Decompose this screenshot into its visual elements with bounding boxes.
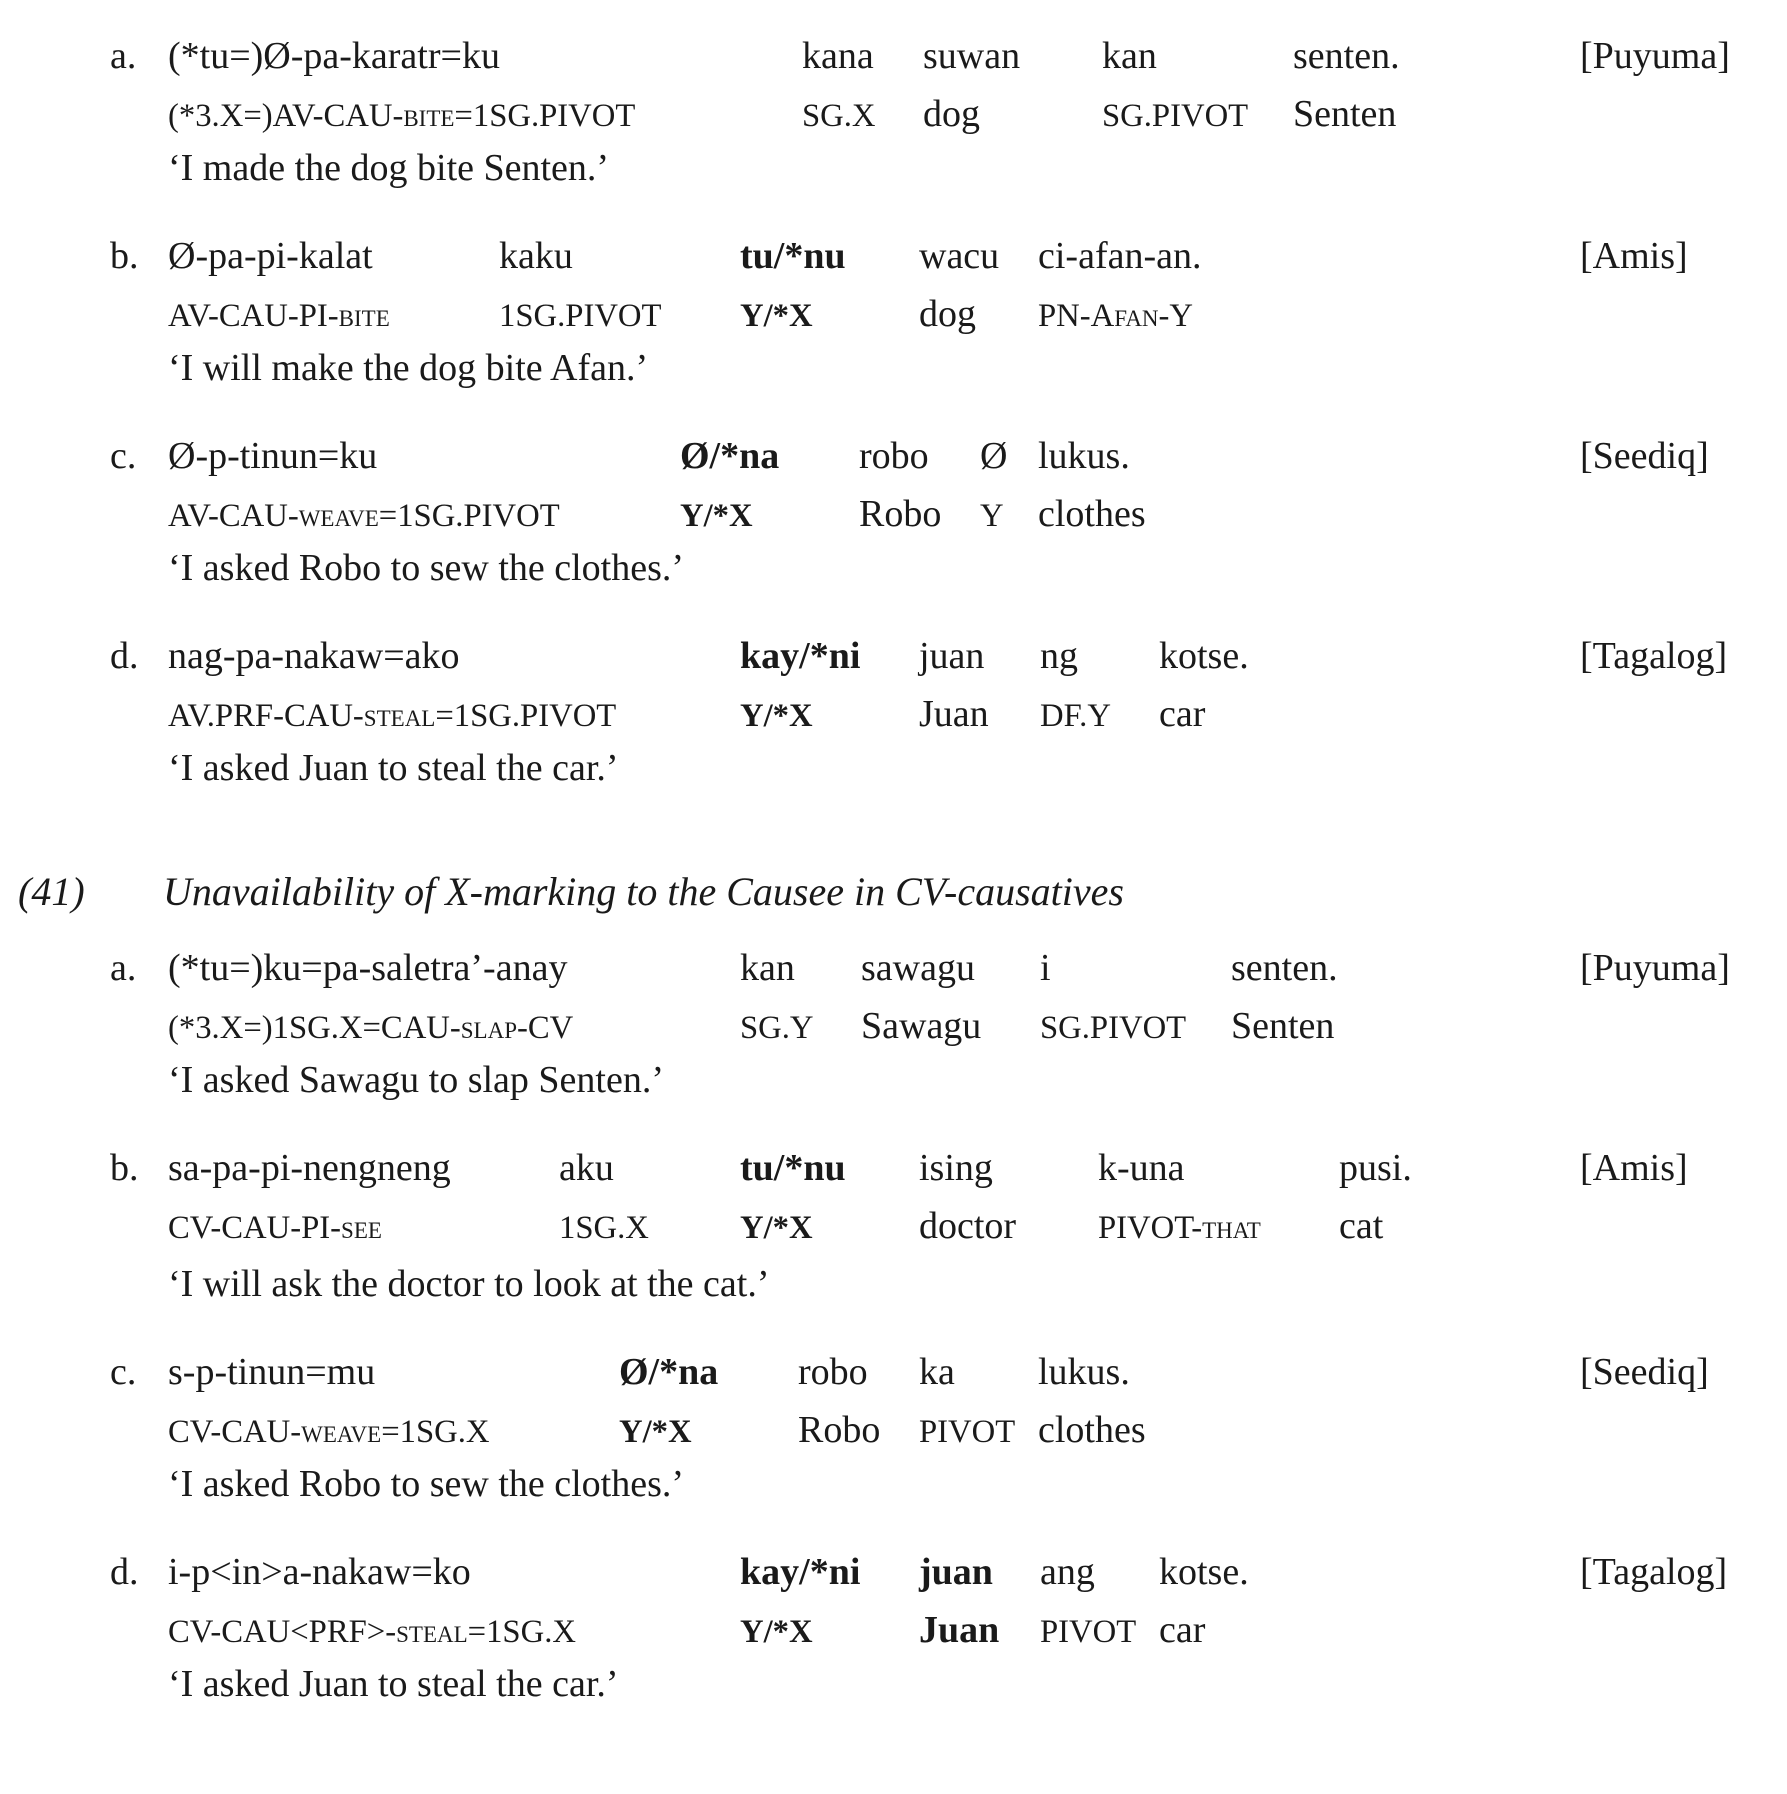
gloss: 1SG.X [559, 1210, 649, 1246]
word: juan [919, 1551, 993, 1593]
gloss: Y [980, 498, 1004, 534]
translation: ‘I asked Juan to steal the car.’ [168, 1663, 619, 1705]
gloss: AV-CAU-weave=1SG.PIVOT [168, 498, 560, 534]
morpheme-line [168, 234, 1202, 292]
word: Ø/*na [619, 1351, 719, 1393]
gloss: car [1159, 693, 1206, 735]
word: k-una [1098, 1147, 1185, 1189]
gloss: Sawagu [861, 1005, 982, 1047]
example-label: a. [110, 35, 137, 77]
gloss: Juan [919, 693, 989, 735]
language-label: [Amis] [1580, 1147, 1688, 1189]
example-label: a. [110, 947, 137, 989]
gloss: dog [923, 93, 980, 135]
gloss: car [1159, 1609, 1206, 1651]
gloss: Robo [798, 1409, 881, 1451]
gloss: AV-CAU-PI-bite [168, 298, 390, 334]
gloss: clothes [1038, 1409, 1146, 1451]
gloss: PN-Afan-Y [1038, 298, 1194, 334]
morpheme-line [168, 1146, 1412, 1204]
gloss: PIVOT-that [1098, 1210, 1261, 1246]
language-label: [Tagalog] [1580, 1551, 1728, 1593]
gloss: Y/*X [680, 498, 753, 534]
morpheme-line [168, 34, 1400, 92]
word: senten. [1231, 947, 1338, 989]
translation: ‘I will ask the doctor to look at the cat.’ [168, 1263, 770, 1305]
gloss: Y/*X [740, 1614, 813, 1650]
word: Ø/*na [680, 435, 780, 477]
language-label: [Amis] [1580, 235, 1688, 277]
word: ci-afan-an. [1038, 235, 1202, 277]
gloss: SG.PIVOT [1102, 98, 1249, 134]
gloss: Y/*X [740, 698, 813, 734]
word: wacu [919, 235, 1000, 277]
word: i [1040, 947, 1051, 989]
gloss-line [168, 92, 1400, 146]
word: tu/*nu [740, 1147, 846, 1189]
word: lukus. [1038, 1351, 1130, 1393]
translation: ‘I asked Sawagu to slap Senten.’ [168, 1059, 664, 1101]
gloss: Y/*X [740, 1210, 813, 1246]
morpheme-line [168, 434, 1146, 492]
word: Ø-pa-pi-kalat [168, 235, 373, 277]
word: kay/*ni [740, 1551, 861, 1593]
word: suwan [923, 35, 1021, 77]
example-label: c. [110, 1351, 137, 1393]
word: kaku [499, 235, 573, 277]
morpheme-line [168, 1350, 1146, 1408]
example-label: d. [110, 1551, 139, 1593]
gloss: AV.PRF-CAU-steal=1SG.PIVOT [168, 698, 617, 734]
word: ng [1040, 635, 1078, 677]
gloss-line [168, 692, 1249, 746]
morpheme-line [168, 1550, 1249, 1608]
gloss-line [168, 1204, 1412, 1258]
word: nag-pa-nakaw=ako [168, 635, 460, 677]
gloss: (*3.X=)1SG.X=CAU-slap-CV [168, 1010, 574, 1046]
gloss: DF.Y [1040, 698, 1111, 734]
word: kotse. [1159, 635, 1249, 677]
word: sawagu [861, 947, 975, 989]
word: sa-pa-pi-nengneng [168, 1147, 451, 1189]
gloss-line [168, 1004, 1338, 1058]
example-label: b. [110, 1147, 139, 1189]
word: ka [919, 1351, 955, 1393]
gloss: PIVOT [919, 1414, 1016, 1450]
gloss: CV-CAU<PRF>-steal=1SG.X [168, 1614, 576, 1650]
example-number: (41) [18, 869, 85, 914]
word: Ø-p-tinun=ku [168, 435, 378, 477]
gloss: CV-CAU-PI-see [168, 1210, 382, 1246]
example-label: c. [110, 435, 137, 477]
gloss: cat [1339, 1205, 1384, 1247]
gloss-line [168, 292, 1202, 346]
word: kan [740, 947, 795, 989]
gloss: doctor [919, 1205, 1017, 1247]
example-label: b. [110, 235, 139, 277]
gloss: Senten [1293, 93, 1397, 135]
word: (*tu=)Ø-pa-karatr=ku [168, 35, 500, 77]
morpheme-line [168, 634, 1249, 692]
word: robo [859, 435, 929, 477]
word: kan [1102, 35, 1157, 77]
gloss-line [168, 1408, 1146, 1462]
gloss: Y/*X [740, 298, 813, 334]
gloss: clothes [1038, 493, 1146, 535]
language-label: [Puyuma] [1580, 947, 1730, 989]
gloss: Robo [859, 493, 942, 535]
word: Ø [980, 435, 1008, 477]
language-label: [Tagalog] [1580, 635, 1728, 677]
gloss: SG.X [802, 98, 876, 134]
word: robo [798, 1351, 868, 1393]
translation: ‘I will make the dog bite Afan.’ [168, 347, 649, 389]
word: pusi. [1339, 1147, 1412, 1189]
gloss-line [168, 492, 1146, 546]
word: kotse. [1159, 1551, 1249, 1593]
word: s-p-tinun=mu [168, 1351, 376, 1393]
morpheme-line [168, 946, 1338, 1004]
word: ang [1040, 1551, 1095, 1593]
word: aku [559, 1147, 614, 1189]
word: senten. [1293, 35, 1400, 77]
example-label: d. [110, 635, 139, 677]
word: ising [919, 1147, 993, 1189]
gloss: (*3.X=)AV-CAU-bite=1SG.PIVOT [168, 98, 636, 134]
gloss: Senten [1231, 1005, 1335, 1047]
word: lukus. [1038, 435, 1130, 477]
translation: ‘I asked Robo to sew the clothes.’ [168, 1463, 685, 1505]
gloss: PIVOT [1040, 1614, 1137, 1650]
gloss: CV-CAU-weave=1SG.X [168, 1414, 490, 1450]
gloss: SG.PIVOT [1040, 1010, 1187, 1046]
word: tu/*nu [740, 235, 846, 277]
word: kana [802, 35, 874, 77]
gloss-line [168, 1608, 1249, 1662]
language-label: [Seediq] [1580, 435, 1709, 477]
translation: ‘I made the dog bite Senten.’ [168, 147, 610, 189]
word: kay/*ni [740, 635, 861, 677]
translation: ‘I asked Juan to steal the car.’ [168, 747, 619, 789]
gloss: dog [919, 293, 976, 335]
word: (*tu=)ku=pa-saletra’-anay [168, 947, 568, 989]
gloss: 1SG.PIVOT [499, 298, 662, 334]
word: i-p<in>a-nakaw=ko [168, 1551, 471, 1593]
gloss: Juan [919, 1609, 1000, 1651]
example-title: Unavailability of X-marking to the Causee in CV-causatives [163, 869, 1124, 914]
translation: ‘I asked Robo to sew the clothes.’ [168, 547, 685, 589]
gloss: Y/*X [619, 1414, 692, 1450]
language-label: [Puyuma] [1580, 35, 1730, 77]
gloss: SG.Y [740, 1010, 814, 1046]
word: juan [919, 635, 985, 677]
language-label: [Seediq] [1580, 1351, 1709, 1393]
